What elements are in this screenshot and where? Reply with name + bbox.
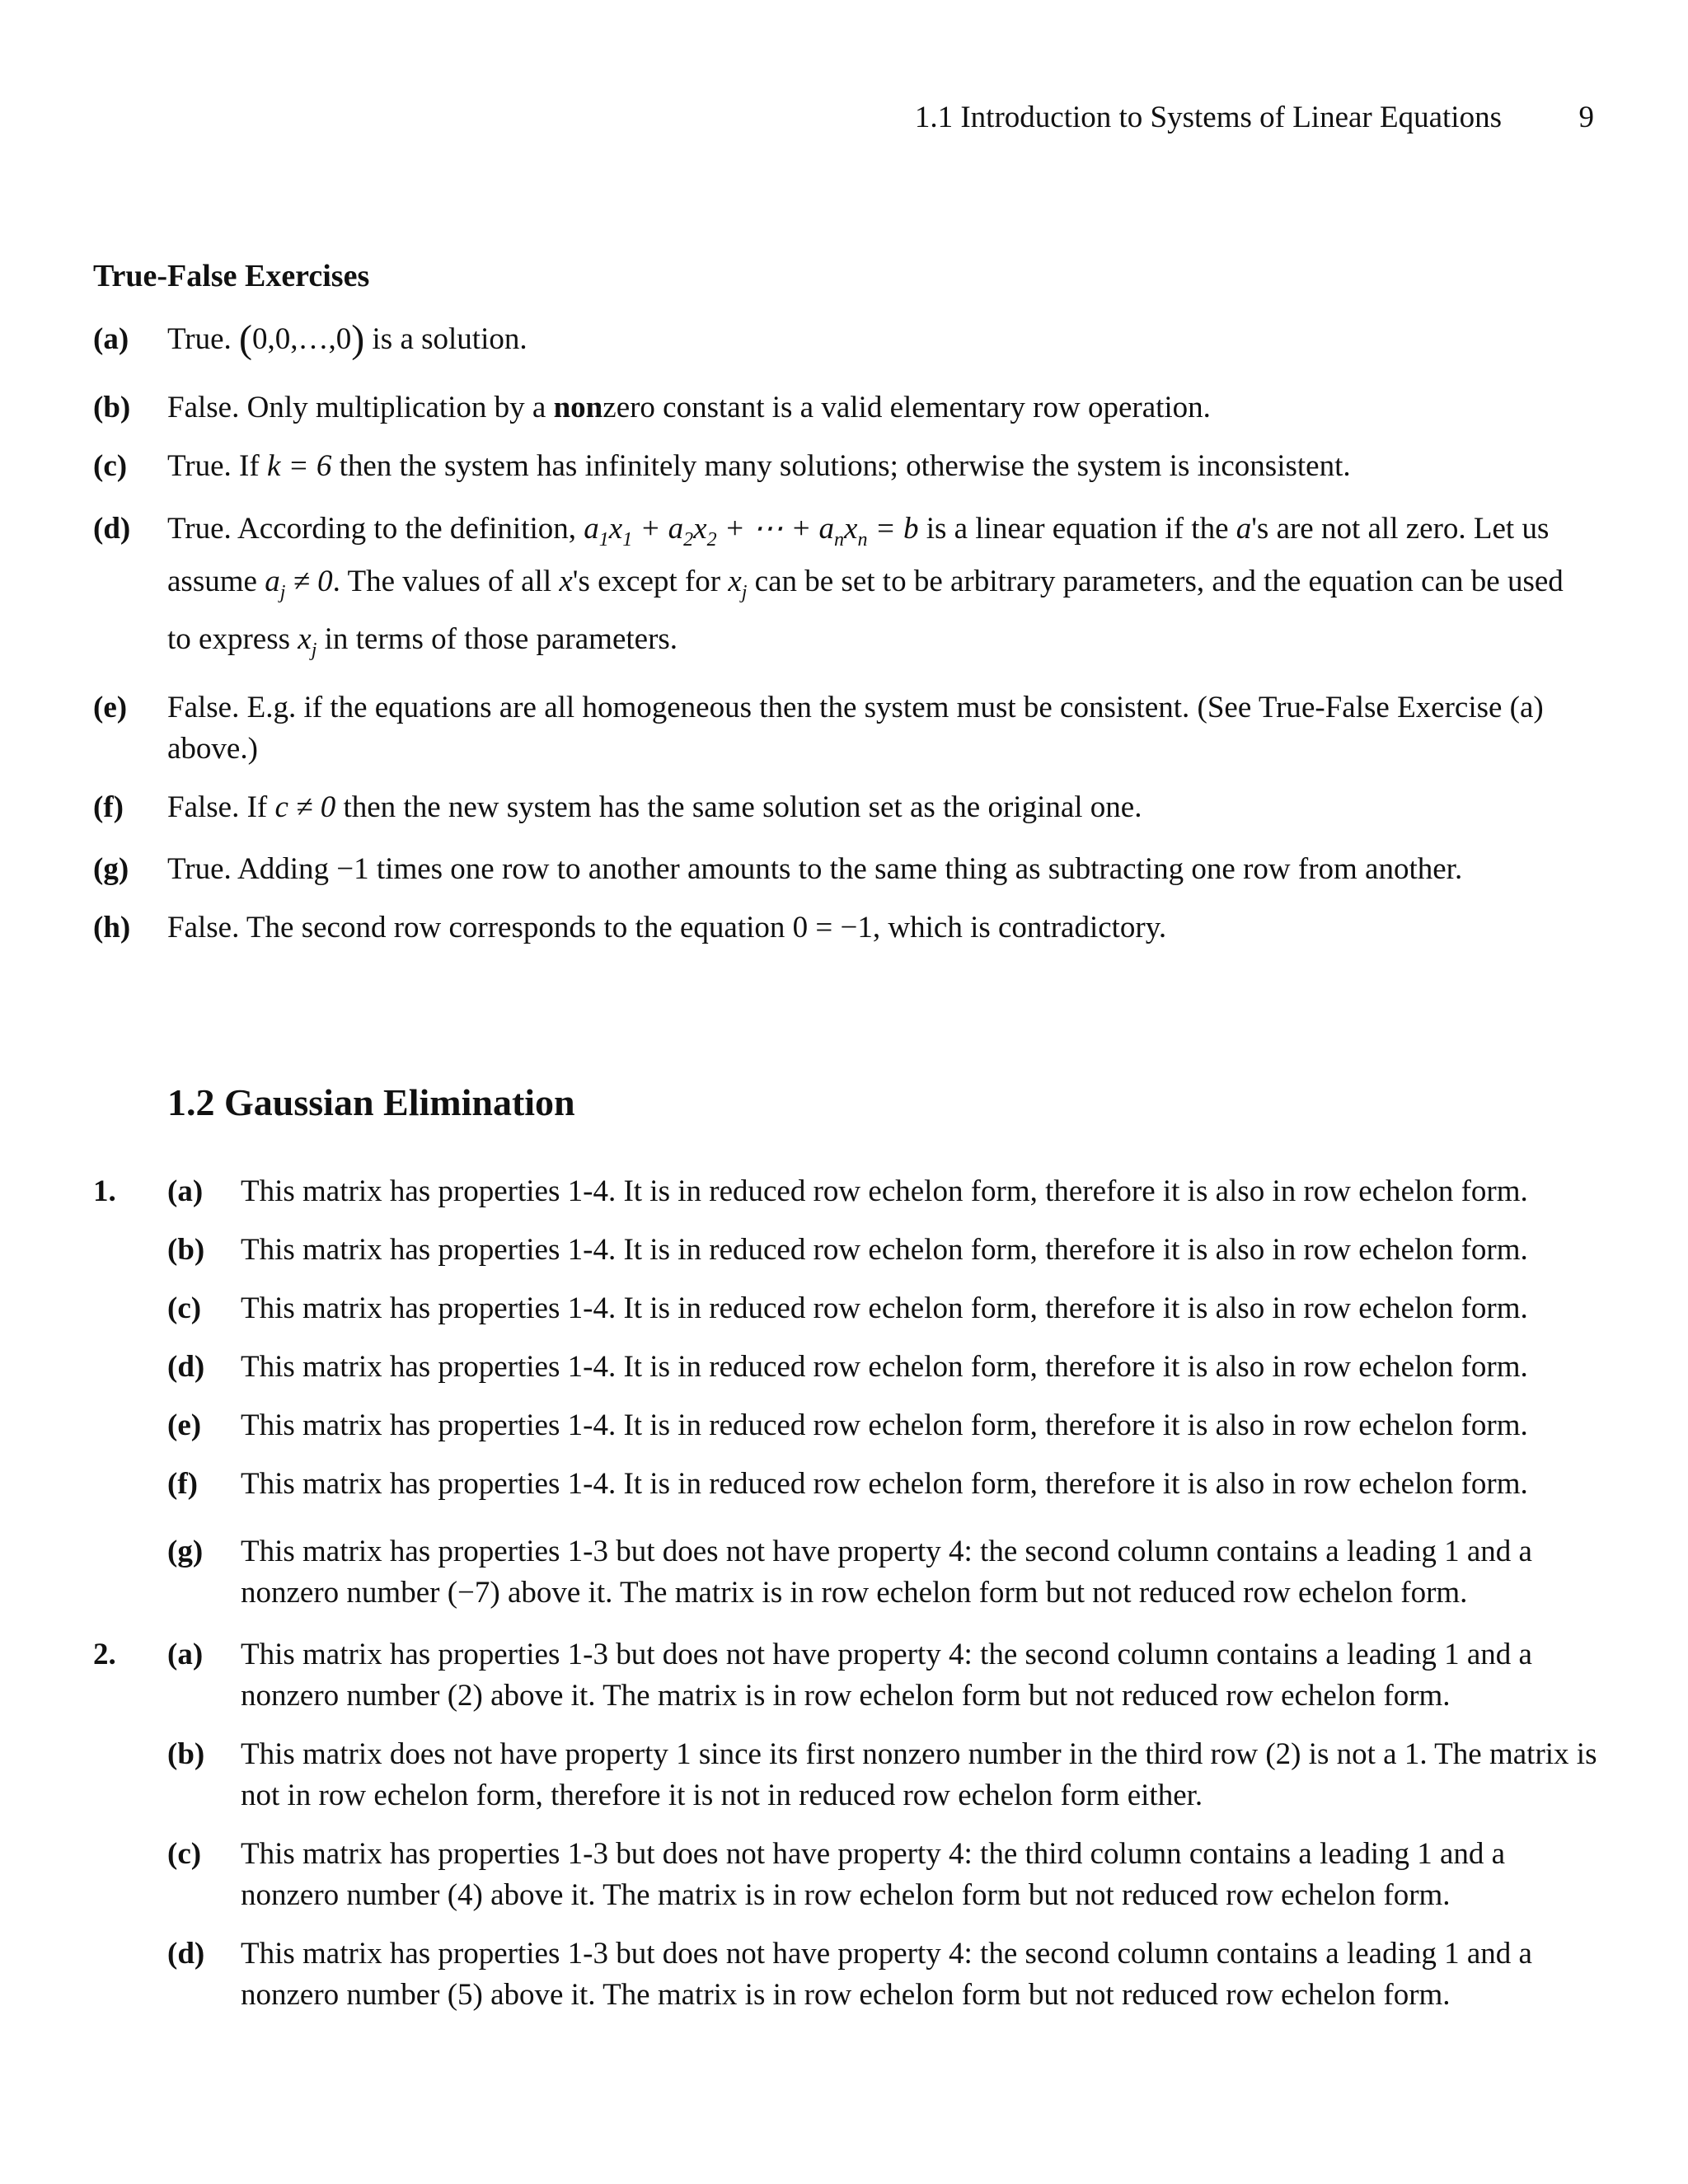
exercise-number: 2.	[93, 1638, 116, 1671]
item-text-line-1: This matrix has properties 1-3 but does not have property 4: the second column contains a leading 1 and a	[241, 1937, 1532, 1971]
item-label: (b)	[167, 1737, 205, 1771]
aj-nonzero-math: $a_j \ne 0$	[265, 565, 333, 603]
item-text-line-2: assume $a_j \ne 0$. The values of all x's except for $x_j$ can be set to be arbitrary parameters, and the equation can be used	[167, 565, 1564, 603]
running-head	[0, 97, 1688, 138]
item-label: (b)	[167, 1233, 205, 1267]
true-false-heading: True-False Exercises	[93, 259, 370, 293]
page-number: 9	[1578, 101, 1594, 134]
c-nonzero-math: c ≠ 0	[274, 790, 336, 824]
item-label: (c)	[93, 449, 128, 483]
item-text: This matrix has properties 1-4. It is in reduced row echelon form, therefore it is also in row echelon form.	[241, 1350, 1528, 1384]
section-heading: 1.2 Gaussian Elimination	[167, 1081, 575, 1123]
item-label: (e)	[167, 1408, 202, 1442]
zero-equals-minus-one-math: 0 = −1	[792, 911, 873, 944]
item-label: (f)	[93, 790, 124, 824]
item-text-line-2: nonzero number (5) above it. The matrix is in row echelon form but not reduced row echelon form.	[241, 1978, 1451, 2012]
item-text-line-1: This matrix has properties 1-3 but does not have property 4: the second column contains a leading 1 and a	[241, 1535, 1532, 1568]
item-text: False. If c ≠ 0 then the new system has the same solution set as the original one.	[167, 790, 1142, 824]
item-label: (d)	[167, 1937, 205, 1971]
item-text: This matrix has properties 1-4. It is in reduced row echelon form, therefore it is also in row echelon form.	[241, 1174, 1528, 1208]
item-text: True. (0,0,…,0) is a solution.	[167, 317, 528, 361]
k-equals-6-math: k = 6	[266, 449, 332, 483]
item-text: This matrix has properties 1-4. It is in reduced row echelon form, therefore it is also in row echelon form.	[241, 1408, 1528, 1442]
item-label: (c)	[167, 1291, 202, 1325]
minus-one-math: −1	[336, 852, 369, 886]
item-label: (g)	[167, 1535, 204, 1568]
item-text-line-2: above.)	[167, 732, 258, 766]
item-text-line-2: nonzero number (4) above it. The matrix is in row echelon form but not reduced row echelon form.	[241, 1878, 1451, 1912]
item-label: (e)	[93, 691, 128, 724]
item-text-line-2: not in row echelon form, therefore it is not in reduced row echelon form either.	[241, 1779, 1203, 1812]
linear-equation-math: $a_1x_1 + a_2x_2$ + ⋯ + $a_nx_n = b$	[584, 512, 919, 551]
item-text: This matrix has properties 1-4. It is in reduced row echelon form, therefore it is also in row echelon form.	[241, 1291, 1528, 1325]
item-text-line-2: nonzero number (−7) above it. The matrix is in row echelon form but not reduced row echelon form.	[241, 1576, 1468, 1610]
item-label: (b)	[93, 391, 131, 424]
item-text: True. Adding −1 times one row to another amounts to the same thing as subtracting one row from another.	[167, 852, 1463, 886]
item-text: True. If k = 6 then the system has infinitely many solutions; otherwise the system is inconsistent.	[167, 449, 1351, 483]
xj-math: $x_j$	[298, 622, 317, 661]
item-text-line-3: to express $x_j$ in terms of those parameters.	[167, 622, 678, 661]
item-label: (d)	[93, 512, 131, 546]
item-text-line-1: False. E.g. if the equations are all homogeneous then the system must be consistent. (See True-False Exercise (a)	[167, 691, 1544, 724]
xj-math: $x_j$	[728, 565, 748, 603]
item-text-line-2: nonzero number (2) above it. The matrix is in row echelon form but not reduced row echelon form.	[241, 1679, 1451, 1713]
item-label: (d)	[167, 1350, 205, 1384]
item-label: (h)	[93, 911, 131, 944]
running-head-title: 1.1 Introduction to Systems of Linear Equations	[914, 101, 1502, 134]
item-label: (a)	[167, 1174, 204, 1208]
item-text-line-1: This matrix does not have property 1 since its first nonzero number in the third row (2) is not a 1. The matrix is	[241, 1737, 1597, 1771]
item-text: False. Only multiplication by a nonzero constant is a valid elementary row operation.	[167, 391, 1211, 424]
item-label: (a)	[167, 1638, 204, 1671]
item-label: (a)	[93, 322, 129, 356]
item-text: False. The second row corresponds to the equation 0 = −1, which is contradictory.	[167, 911, 1167, 944]
item-text: This matrix has properties 1-4. It is in reduced row echelon form, therefore it is also in row echelon form.	[241, 1233, 1528, 1267]
minus-seven-math: −7	[457, 1576, 490, 1610]
item-label: (f)	[167, 1467, 198, 1501]
item-label: (g)	[93, 852, 129, 886]
zero-tuple-math: 0,0,…,0	[252, 322, 352, 356]
item-text: This matrix has properties 1-4. It is in reduced row echelon form, therefore it is also in row echelon form.	[241, 1467, 1528, 1501]
item-text-line-1: This matrix has properties 1-3 but does not have property 4: the third column contains a leading 1 and a	[241, 1837, 1506, 1871]
item-label: (c)	[167, 1837, 202, 1871]
item-text-line-1: This matrix has properties 1-3 but does not have property 4: the second column contains a leading 1 and a	[241, 1638, 1532, 1671]
item-text-line-1: True. According to the definition, $a_1x_1 + a_2x_2$ + ⋯ + $a_nx_n = b$ is a linear equation if the a's are not all zero. Let us	[167, 512, 1550, 551]
exercise-number: 1.	[93, 1174, 116, 1208]
